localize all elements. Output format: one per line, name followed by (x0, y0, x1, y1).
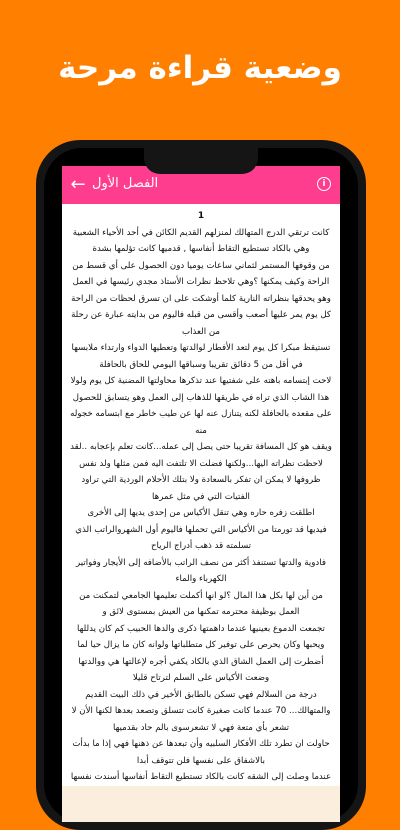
paragraph: من وقوفها المستمر لثماني ساعات يوميا دون الحصول على أي قسط من الراحة وكيف يمكنها ؟وهي تلاحظ نظرات الأستاذ مجدي رئيسها في العمل وهو يحدقها بنظراته النارية كلما أوشكت على ان تسرق لحظات من الراحة (71, 260, 331, 304)
chapter-number: 1 (197, 211, 205, 221)
paragraph: تستيقظ مبكرا كل يوم لتعد الأفطار لوالدتها وتعطيها الدواء وارتداء ملابسها في أقل من 5 دقائق تقريبا وسباقها اليومي للحاق بالحافلة (71, 343, 331, 370)
paragraph: وضعت الأكياس على السلم لترتاح قليلا (132, 673, 270, 683)
paragraph: اطلقت زفره حاره وهي تنقل الأكياس من إحدى يديها إلى الأخرى (87, 508, 315, 518)
phone-frame (36, 140, 366, 830)
paragraph: حاولت ان تطرد تلك الأفكار السلبيه وأن تبعدها عن ذهنها فهي إذا ما بدأت بالاشفاق على نفسها فلن تتوقف أبدا (72, 739, 330, 766)
paragraph: عندما وصلت إلى الشقه كانت بالكاد تستطيع التقاط أنفاسها أسندت نفسها (70, 772, 332, 782)
paragraph: كل يوم يمر عليها أصعب وأقسى من قبله فاليوم من بدايته عبارة عن رحلة من العذاب (71, 310, 331, 337)
paragraph: من أين لها بكل هذا المال ؟لو انها أكملت تعليمها الجامعي لتمكنت من العمل بوظيفة محترمه تمكنها من العيش بمستوى لائق و (79, 590, 323, 617)
paragraph: فيديها قد تورمتا من الأكياس التي تحملها فاليوم أول الشهروالراتب الذي تسلمته قد ذهب أدراج الرياح (75, 524, 327, 551)
phone-bezel (44, 148, 358, 822)
arrow-left-icon[interactable]: ← (70, 174, 86, 195)
paragraph: لاحت إبتسامه باهته على شفتيها عند تذكرها محاولتها المضنية كل يوم ولولا هذا الشاب الذي تراه في طريقها للذهاب إلى العمل وهو يتسابق للحصول على مقعده بالحافلة لكنه يتنازل عنه لها عن طيب خاطر مع ابتسامه خجوله منه (70, 376, 332, 436)
paragraph: تجمعت الدموع بعينيها عندما داهمتها ذكرى والدها الحبيب كم كان يدللها ويحبها وكان يحرص على توفير كل متطلباتها ولوانه كان ما يزال حيا لما أضطرت إلى العمل الشاق الذي بالكاد يكفي أجره لإعالتها هي ووالدتها (77, 623, 325, 667)
paragraph: كانت ترتقي الدرج المتهالك لمنزلهم القديم الكائن في أحد الأحياء الشعبية وهي بالكاد تستطيع التقاط أنفاسها , قدميها كانت تؤلمها بشدة (72, 227, 330, 254)
paragraph: ويقف هو كل المسافة تقريبا حتى يصل إلى عمله...كانت تعلم بإعجابه ..لقد لاحظت نظراته اليها...ولكنها فضلت الا تلتفت اليه فمن مثلها ولد نفس ظروفها لا يمكن ان تفكر بالسعادة ولا بتلك الأحلام الوردية التي تراود الفتيات التي في مثل عمرها (70, 442, 332, 502)
app-screen (62, 166, 340, 822)
promo-headline: وضعية قراءة مرحة (58, 50, 342, 86)
bottom-bar (62, 786, 340, 822)
info-icon[interactable]: i (317, 177, 331, 191)
chapter-title: الفصل الأول (92, 176, 159, 191)
phone-notch (144, 148, 258, 174)
chapter-content (62, 204, 340, 786)
paragraph: فادوية والدتها تستنفذ أكثر من نصف الراتب بالأضافه إلى الأيجار وفواتير الكهرباء والماء (76, 557, 326, 584)
paragraph: درجة من السلالم فهي تسكن بالطابق الأخير في ذلك البيت القديم والمتهالك... 70 عندما كانت صغيرة كانت تتسلق وتصعد بعدها لكنها الأن لا تشعر بأي متعة فهي لا تشعرسوى بالم حاد بقدميها (71, 689, 331, 733)
